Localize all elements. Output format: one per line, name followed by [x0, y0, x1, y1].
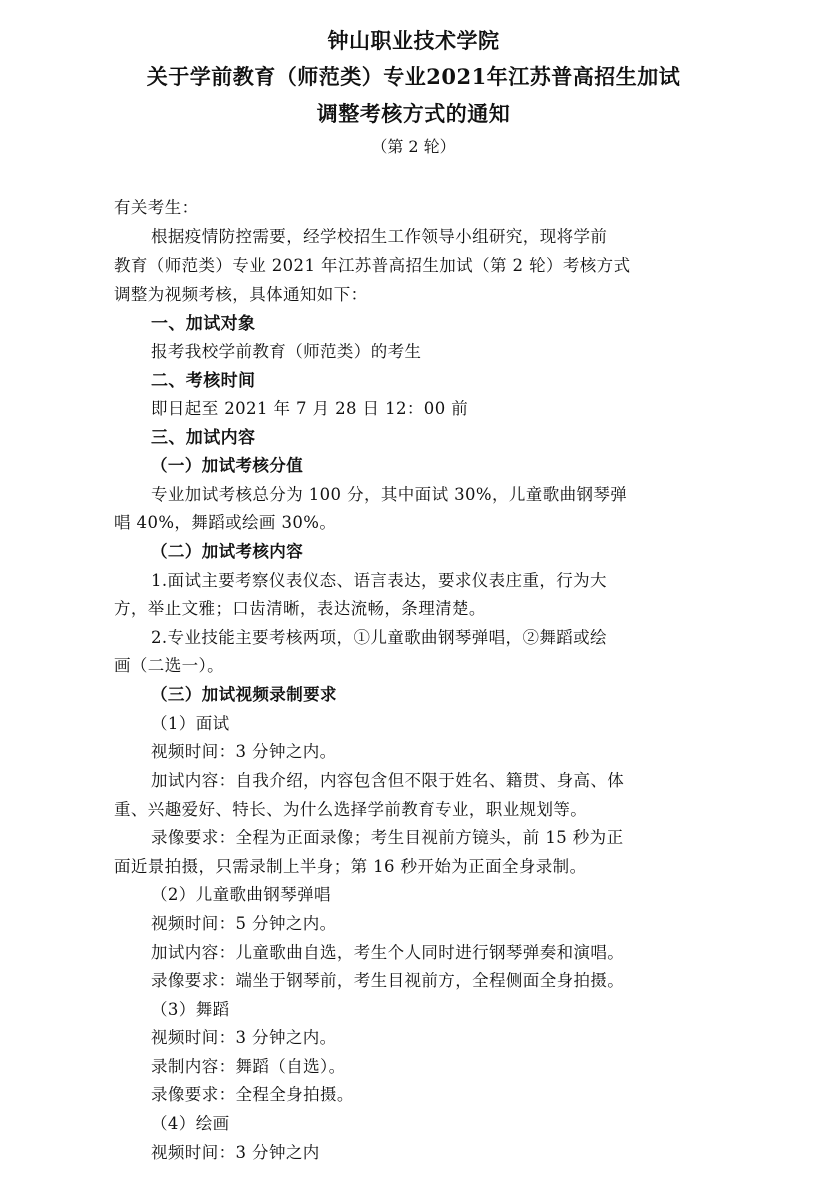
drawing-heading: （4）绘画 — [151, 1114, 230, 1133]
section-2-text: 即日起至 2021 年 7 月 28 日 12：00 前 — [151, 399, 469, 418]
document-title-line-1: 钟山职业技术学院 — [327, 28, 500, 53]
document-round-label: （第 2 轮） — [371, 137, 456, 156]
dance-heading: （3）舞蹈 — [151, 1000, 230, 1019]
intro-line-3: 调整为视频考核，具体通知如下： — [114, 285, 368, 304]
piano-requirement: 录像要求：端坐于钢琴前，考生目视前方，全程侧面全身拍摄。 — [151, 971, 625, 990]
section-3b-heading: （二）加试考核内容 — [151, 542, 304, 561]
section-3b-item-1-line-2: 方，举止文雅；口齿清晰，表达流畅，条理清楚。 — [114, 599, 486, 618]
piano-content: 加试内容：儿童歌曲自选，考生个人同时进行钢琴弹奏和演唱。 — [151, 943, 625, 962]
section-3-heading: 三、加试内容 — [151, 428, 256, 448]
interview-time: 视频时间：3 分钟之内。 — [151, 742, 337, 761]
section-1-heading: 一、加试对象 — [151, 314, 256, 334]
dance-content: 录制内容：舞蹈（自选）。 — [151, 1057, 346, 1076]
salutation: 有关考生： — [114, 198, 199, 217]
section-3b-item-2-line-2: 画（二选一）。 — [114, 656, 225, 675]
intro-line-2: 教育（师范类）专业 2021 年江苏普高招生加试（第 2 轮）考核方式 — [114, 256, 631, 275]
piano-time: 视频时间：5 分钟之内。 — [151, 914, 337, 933]
dance-requirement: 录像要求：全程全身拍摄。 — [151, 1085, 354, 1104]
section-3a-heading: （一）加试考核分值 — [151, 456, 304, 475]
drawing-time: 视频时间：3 分钟之内 — [151, 1143, 320, 1162]
section-1-text: 报考我校学前教育（师范类）的考生 — [151, 342, 422, 361]
interview-content-line-1: 加试内容：自我介绍，内容包含但不限于姓名、籍贯、身高、体 — [151, 771, 625, 790]
section-3b-item-1-line-1: 1.面试主要考察仪表仪态、语言表达，要求仪表庄重，行为大 — [151, 571, 607, 590]
interview-requirement-line-1: 录像要求：全程为正面录像；考生目视前方镜头，前 15 秒为正 — [151, 828, 624, 847]
document-title-line-2: 关于学前教育（师范类）专业2021年江苏普高招生加试 — [146, 64, 681, 89]
section-3a-text-1: 专业加试考核总分为 100 分，其中面试 30%，儿童歌曲钢琴弹 — [151, 485, 628, 504]
section-3b-item-2-line-1: 2.专业技能主要考核两项，①儿童歌曲钢琴弹唱，②舞蹈或绘 — [151, 628, 607, 647]
document-title-line-3: 调整考核方式的通知 — [316, 101, 511, 126]
section-3c-heading: （三）加试视频录制要求 — [151, 685, 337, 704]
interview-requirement-line-2: 面近景拍摄，只需录制上半身；第 16 秒开始为正面全身录制。 — [114, 857, 587, 876]
intro-line-1: 根据疫情防控需要，经学校招生工作领导小组研究，现将学前 — [151, 227, 608, 246]
dance-time: 视频时间：3 分钟之内。 — [151, 1028, 337, 1047]
section-2-heading: 二、考核时间 — [151, 371, 256, 391]
piano-heading: （2）儿童歌曲钢琴弹唱 — [151, 885, 331, 904]
interview-heading: （1）面试 — [151, 714, 230, 733]
section-3a-text-2: 唱 40%，舞蹈或绘画 30%。 — [114, 513, 337, 532]
interview-content-line-2: 重、兴趣爱好、特长、为什么选择学前教育专业，职业规划等。 — [114, 800, 588, 819]
